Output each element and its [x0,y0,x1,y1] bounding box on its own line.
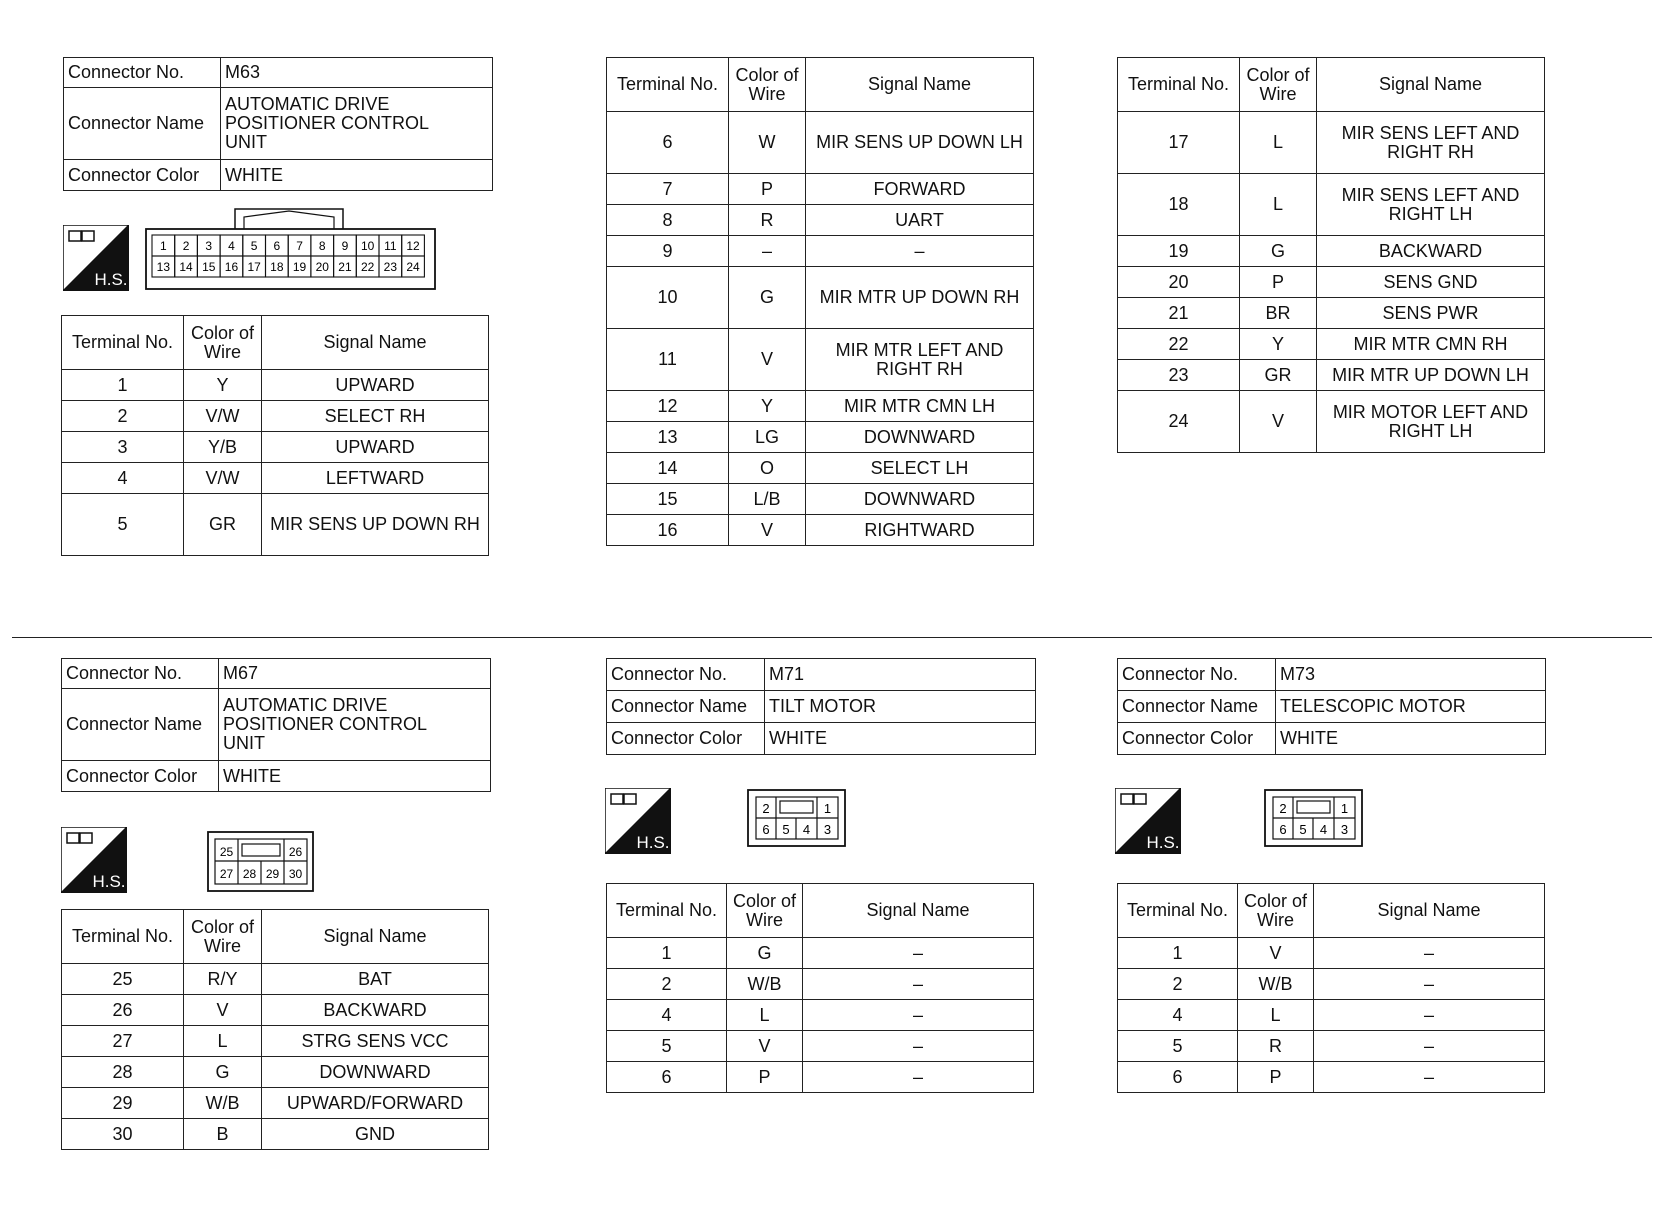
signal-name: STRG SENS VCC [262,1026,489,1057]
terminal-no: 20 [1118,267,1240,298]
connector-color-label: Connector Color [1118,723,1276,755]
pin-label: 27 [219,867,234,881]
m67-terminal-table [61,909,489,1150]
signal-name: – [1314,1062,1545,1093]
pin-label: 12 [406,239,420,253]
connector-color: WHITE [765,723,1036,755]
signal-name: SENS PWR [1317,298,1545,329]
terminal-no: 22 [1118,329,1240,360]
table-row [607,453,1034,484]
m71-info-table [606,658,1036,755]
wire-color: R/Y [184,964,262,995]
connector-name-label: Connector Name [62,689,219,761]
connector-color: WHITE [1276,723,1546,755]
terminal-no: 14 [607,453,729,484]
m73-info-table [1117,658,1546,755]
signal-name: MIR MTR CMN LH [806,391,1034,422]
connector-color-label: Connector Color [62,761,219,792]
signal-name-header: Signal Name [262,910,489,964]
signal-name: GND [262,1119,489,1150]
wire-color: R [1238,1031,1314,1062]
terminal-no: 8 [607,205,729,236]
pin-label: 20 [315,260,329,274]
table-row [607,267,1034,329]
signal-name: – [803,1000,1034,1031]
wire-color: Y [1240,329,1317,360]
table-row [607,112,1034,174]
m63-info-table [63,57,493,191]
signal-name: MIR MTR UP DOWN RH [806,267,1034,329]
table-row [607,174,1034,205]
terminal-no: 28 [62,1057,184,1088]
connector-name: AUTOMATIC DRIVE POSITIONER CONTROL UNIT [219,689,491,761]
signal-name-header: Signal Name [1317,58,1545,112]
signal-name-header: Signal Name [1314,884,1545,938]
wire-color: O [729,453,806,484]
connector-no: M67 [219,659,491,689]
connector-name-label: Connector Name [1118,691,1276,723]
terminal-no: 2 [607,969,727,1000]
terminal-no: 3 [62,432,184,463]
pin-label: 3 [823,822,832,837]
harness-side-icon [61,827,127,893]
wire-color: – [729,236,806,267]
table-row [607,515,1034,546]
wire-color: L [1240,112,1317,174]
pin-label: 15 [202,260,216,274]
wire-color-header: Color of Wire [729,58,806,112]
wire-color-header: Color of Wire [184,910,262,964]
wire-color-header: Color of Wire [1240,58,1317,112]
table-row [1118,112,1545,174]
hs-label: H.S. [636,833,670,852]
signal-name: UPWARD [262,370,489,401]
terminal-no: 1 [607,938,727,969]
wire-color: V [1240,391,1317,453]
m73-terminal-table [1117,883,1545,1093]
terminal-no: 9 [607,236,729,267]
table-row [1118,298,1545,329]
connector-no-label: Connector No. [1118,659,1276,691]
wire-color-header: Color of Wire [1238,884,1314,938]
wire-color: Y/B [184,432,262,463]
pin-label: 13 [156,260,171,274]
pin-label: 17 [247,260,261,274]
signal-name: – [806,236,1034,267]
terminal-no-header: Terminal No. [62,910,184,964]
signal-name: MIR MTR CMN RH [1317,329,1545,360]
pin-label: 6 [273,239,281,253]
connector-no-label: Connector No. [607,659,765,691]
wire-color: V [184,995,262,1026]
table-row [62,1057,489,1088]
table-row [607,938,1034,969]
table-row [1118,236,1545,267]
pin-label: 23 [383,260,398,274]
wire-color: W/B [184,1088,262,1119]
connector-color-label: Connector Color [64,160,221,191]
terminal-no: 16 [607,515,729,546]
terminal-no: 13 [607,422,729,453]
connector-color-label: Connector Color [607,723,765,755]
signal-name: RIGHTWARD [806,515,1034,546]
table-row [1118,938,1545,969]
pin-label: 9 [341,239,349,253]
pin-label: 1 [160,239,167,253]
wire-color: G [727,938,803,969]
terminal-no: 29 [62,1088,184,1119]
wire-color-header: Color of Wire [184,316,262,370]
table-row [62,964,489,995]
wire-color: Y [729,391,806,422]
harness-side-icon [63,225,129,291]
wire-color: W [729,112,806,174]
signal-name: UPWARD/FORWARD [262,1088,489,1119]
terminal-no: 6 [1118,1062,1238,1093]
table-row [1118,174,1545,236]
connector-face-m63 [145,207,437,291]
terminal-no: 2 [1118,969,1238,1000]
table-row [62,1088,489,1119]
wire-color: V/W [184,463,262,494]
signal-name: – [803,1062,1034,1093]
pin-label: 4 [802,822,811,837]
signal-name: SELECT LH [806,453,1034,484]
hs-label: H.S. [92,872,126,891]
signal-name: MIR SENS LEFT AND RIGHT LH [1317,174,1545,236]
signal-name: MIR SENS UP DOWN RH [262,494,489,556]
signal-name-header: Signal Name [262,316,489,370]
connector-name-label: Connector Name [607,691,765,723]
pin-label: 16 [224,260,239,274]
table-row [607,484,1034,515]
terminal-no: 15 [607,484,729,515]
table-row [607,391,1034,422]
pin-label: 5 [782,822,790,837]
signal-name: – [803,969,1034,1000]
pin-label: 4 [228,239,235,253]
wire-color: L/B [729,484,806,515]
signal-name: FORWARD [806,174,1034,205]
terminal-no: 24 [1118,391,1240,453]
signal-name-header: Signal Name [806,58,1034,112]
signal-name: – [803,938,1034,969]
signal-name: – [1314,938,1545,969]
pin-label: 6 [1279,822,1287,837]
terminal-no-header: Terminal No. [1118,884,1238,938]
pin-label: 1 [1340,801,1349,816]
pin-label: 25 [219,845,234,859]
table-row [1118,267,1545,298]
table-row [62,995,489,1026]
pin-label: 8 [318,239,326,253]
table-row [62,1026,489,1057]
wire-color: W/B [1238,969,1314,1000]
terminal-no: 21 [1118,298,1240,329]
wire-color: G [1240,236,1317,267]
connector-name: TILT MOTOR [765,691,1036,723]
pin-label: 7 [296,239,303,253]
wire-color-header: Color of Wire [727,884,803,938]
wire-color: V [729,515,806,546]
connector-face-m67 [207,831,315,893]
signal-name: – [1314,1000,1545,1031]
connector-face-m71 [747,789,847,848]
table-row [1118,1000,1545,1031]
signal-name: MIR SENS UP DOWN LH [806,112,1034,174]
pin-label: 28 [242,867,257,881]
wire-color: GR [1240,360,1317,391]
connector-name: TELESCOPIC MOTOR [1276,691,1546,723]
signal-name: MIR MTR UP DOWN LH [1317,360,1545,391]
pin-label: 2 [182,239,190,253]
pin-label: 18 [270,260,284,274]
signal-name: DOWNWARD [262,1057,489,1088]
m63-terminal-table-2 [606,57,1034,546]
terminal-no: 19 [1118,236,1240,267]
terminal-no: 1 [1118,938,1238,969]
terminal-no: 5 [607,1031,727,1062]
pin-label: 3 [1340,822,1349,837]
harness-side-icon [605,788,671,854]
table-row [1118,360,1545,391]
signal-name: SENS GND [1317,267,1545,298]
wire-color: P [727,1062,803,1093]
table-row [62,370,489,401]
signal-name: – [1314,1031,1545,1062]
terminal-no-header: Terminal No. [1118,58,1240,112]
table-row [607,1031,1034,1062]
connector-name-label: Connector Name [64,88,221,160]
table-row [1118,1062,1545,1093]
pin-label: 24 [406,260,420,274]
terminal-no: 12 [607,391,729,422]
pin-label: 22 [360,260,375,274]
connector-no: M71 [765,659,1036,691]
signal-name: LEFTWARD [262,463,489,494]
table-row [607,422,1034,453]
signal-name: MIR MTR LEFT AND RIGHT RH [806,329,1034,391]
wire-color: P [1238,1062,1314,1093]
terminal-no: 23 [1118,360,1240,391]
pin-label: 11 [384,239,397,253]
pin-label: 5 [1299,822,1307,837]
table-row [62,494,489,556]
table-row [62,463,489,494]
connector-name: AUTOMATIC DRIVE POSITIONER CONTROL UNIT [221,88,493,160]
m67-info-table [61,658,491,792]
pin-label: 4 [1319,822,1328,837]
wire-color: P [729,174,806,205]
terminal-no: 6 [607,1062,727,1093]
terminal-no: 18 [1118,174,1240,236]
wire-color: Y [184,370,262,401]
connector-color: WHITE [219,761,491,792]
wire-color: V [727,1031,803,1062]
table-row [607,1000,1034,1031]
wire-color: L [1240,174,1317,236]
connector-no: M63 [221,58,493,88]
signal-name: UPWARD [262,432,489,463]
connector-no-label: Connector No. [62,659,219,689]
signal-name: UART [806,205,1034,236]
terminal-no: 4 [62,463,184,494]
connector-face-m73 [1264,789,1364,848]
hs-label: H.S. [1146,833,1180,852]
wire-color: V [1238,938,1314,969]
pin-label: 19 [292,260,307,274]
table-row [1118,1031,1545,1062]
signal-name: – [803,1031,1034,1062]
pin-label: 6 [762,822,770,837]
section-divider [12,637,1652,638]
signal-name: MIR MOTOR LEFT AND RIGHT LH [1317,391,1545,453]
m63-terminal-table-3 [1117,57,1545,453]
m71-terminal-table [606,883,1034,1093]
signal-name: MIR SENS LEFT AND RIGHT RH [1317,112,1545,174]
wire-color: B [184,1119,262,1150]
signal-name: BACKWARD [262,995,489,1026]
terminal-no: 7 [607,174,729,205]
terminal-no: 30 [62,1119,184,1150]
wire-color: P [1240,267,1317,298]
table-row [607,205,1034,236]
wire-color: LG [729,422,806,453]
connector-color: WHITE [221,160,493,191]
terminal-no: 11 [607,329,729,391]
terminal-no: 6 [607,112,729,174]
signal-name: DOWNWARD [806,422,1034,453]
pin-label: 30 [288,867,303,881]
terminal-no: 17 [1118,112,1240,174]
terminal-no: 5 [62,494,184,556]
table-row [607,236,1034,267]
table-row [607,1062,1034,1093]
pin-label: 5 [250,239,258,253]
terminal-no: 10 [607,267,729,329]
connector-no-label: Connector No. [64,58,221,88]
pin-label: 14 [179,260,193,274]
connector-no: M73 [1276,659,1546,691]
terminal-no: 5 [1118,1031,1238,1062]
wire-color: L [1238,1000,1314,1031]
wire-color: GR [184,494,262,556]
terminal-no: 4 [607,1000,727,1031]
m63-terminal-table-1 [61,315,489,556]
hs-label: H.S. [94,270,128,289]
terminal-no: 2 [62,401,184,432]
wire-color: L [184,1026,262,1057]
terminal-no: 4 [1118,1000,1238,1031]
terminal-no: 25 [62,964,184,995]
signal-name: BAT [262,964,489,995]
wire-color: L [727,1000,803,1031]
terminal-no: 1 [62,370,184,401]
signal-name: DOWNWARD [806,484,1034,515]
pin-label: 1 [823,801,832,816]
wire-color: G [184,1057,262,1088]
table-row [62,1119,489,1150]
terminal-no-header: Terminal No. [62,316,184,370]
wire-color: G [729,267,806,329]
pin-label: 3 [205,239,213,253]
pin-label: 29 [265,867,280,881]
signal-name-header: Signal Name [803,884,1034,938]
pin-label: 26 [288,845,303,859]
pin-label: 21 [338,260,352,274]
terminal-no-header: Terminal No. [607,884,727,938]
signal-name: SELECT RH [262,401,489,432]
wire-color: BR [1240,298,1317,329]
table-row [1118,969,1545,1000]
wire-color: V/W [184,401,262,432]
wire-color: V [729,329,806,391]
terminal-no: 26 [62,995,184,1026]
wire-color: W/B [727,969,803,1000]
table-row [1118,329,1545,360]
signal-name: BACKWARD [1317,236,1545,267]
pin-label: 2 [762,801,770,816]
pin-label: 10 [360,239,375,253]
signal-name: – [1314,969,1545,1000]
table-row [62,401,489,432]
table-row [1118,391,1545,453]
wire-color: R [729,205,806,236]
pin-label: 2 [1279,801,1287,816]
harness-side-icon [1115,788,1181,854]
terminal-no-header: Terminal No. [607,58,729,112]
terminal-no: 27 [62,1026,184,1057]
table-row [607,969,1034,1000]
table-row [62,432,489,463]
table-row [607,329,1034,391]
